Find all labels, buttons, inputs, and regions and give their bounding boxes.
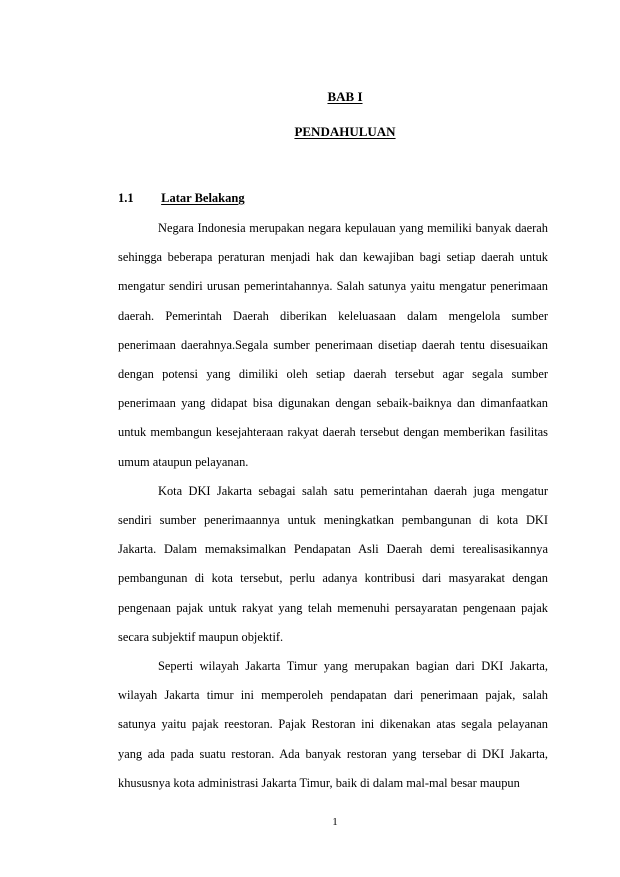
paragraph-2: Kota DKI Jakarta sebagai salah satu pemerintahan daerah juga mengatur sendiri sumber penerimaannya untuk meningkatkan pembangunan di kota DKI Jakarta. Dalam memaksimalkan Pendapatan Asli Daerah demi terealisasikannya pembangunan di kota tersebut, perlu adanya kontribusi dari masyarakat dengan pengenaan pajak untuk rakyat yang telah memenuhi persayaratan pengenaan pajak secara subjektif maupun objektif. bbox=[118, 483, 548, 644]
body-text bbox=[118, 214, 548, 798]
section-number: 1.1 bbox=[118, 191, 134, 205]
section-heading bbox=[118, 191, 245, 206]
chapter-title: PENDAHULUAN bbox=[294, 124, 396, 139]
page-number: 1 bbox=[332, 816, 338, 828]
chapter-heading: BAB I bbox=[327, 89, 363, 104]
paragraph-3: Seperti wilayah Jakarta Timur yang merupakan bagian dari DKI Jakarta, wilayah Jakarta timur ini memperoleh pendapatan dari penerimaan pajak, salah satunya yaitu pajak reestoran. Pajak Restoran ini dikenakan atas segala pelayanan yang ada pada suatu restoran. Ada banyak restoran yang tersebar di DKI Jakarta, khususnya kota administrasi Jakarta Timur, baik di dalam mal-mal besar maupun bbox=[118, 659, 548, 790]
section-label: Latar Belakang bbox=[161, 191, 245, 205]
paragraph-1: Negara Indonesia merupakan negara kepulauan yang memiliki banyak daerah sehingga beberapa peraturan menjadi hak dan kewajiban bagi setiap daerah untuk mengatur sendiri urusan pemerintahannya. Salah satunya yaitu mengatur penerimaan daerah. Pemerintah Daerah diberikan keleluasaan dalam mengelola sumber penerimaan daerahnya.Segala sumber penerimaan disetiap daerah tentu disesuaikan dengan potensi yang dimiliki oleh setiap daerah tersebut agar segala sumber penerimaan yang didapat bisa digunakan dengan sebaik-baiknya dan dimanfaatkan untuk membangun kesejahteraan rakyat daerah tersebut dengan memberikan fasilitas umum ataupun pelayanan. bbox=[118, 221, 548, 469]
